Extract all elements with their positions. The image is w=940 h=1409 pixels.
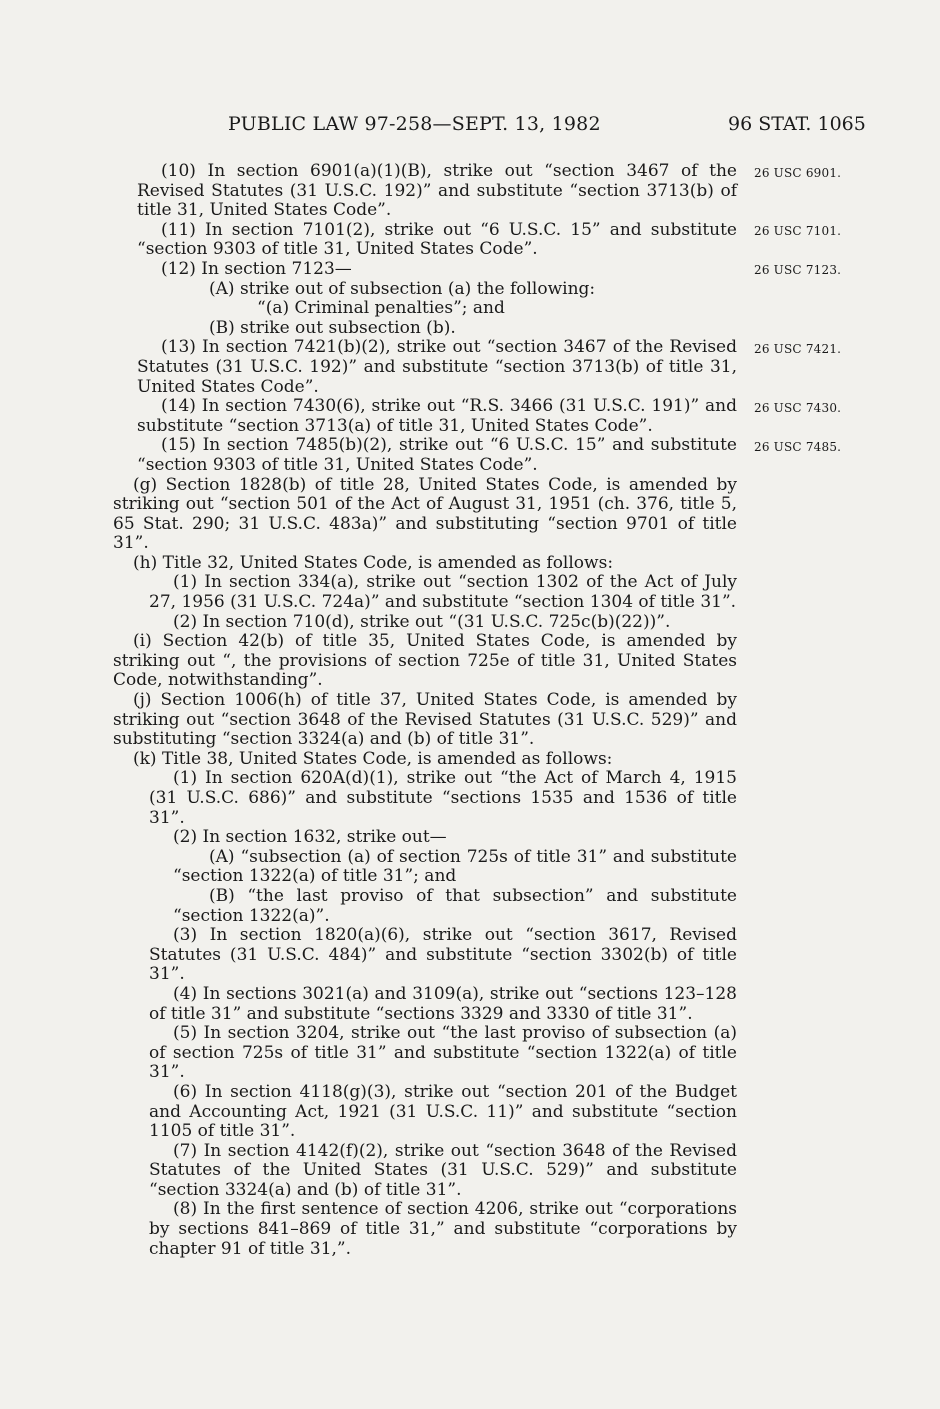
paragraph-12-A: (A) strike out of subsection (a) the following:: [209, 278, 596, 299]
paragraph-k-4: (4) In sections 3021(a) and 3109(a), strike out “sections 123–128 of title 31” and substitute “sections 3329 and 3330 of title 31”.: [149, 983, 737, 1024]
margin-note-7485: 26 USC 7485.: [754, 440, 842, 454]
paragraph-11: (11) In section 7101(2), strike out “6 U.S.C. 15” and substitute “section 9303 of title 31, United States Code”.: [137, 219, 737, 260]
paragraph-k-6: (6) In section 4118(g)(3), strike out “section 201 of the Budget and Accounting Act, 1921 (31 U.S.C. 11)” and substitute “section 1105 of title 31”.: [149, 1081, 737, 1142]
margin-note-7421: 26 USC 7421.: [754, 342, 842, 356]
paragraph-h: (h) Title 32, United States Code, is amended as follows:: [133, 552, 614, 573]
paragraph-12-quote: “(a) Criminal penalties”; and: [257, 298, 505, 319]
margin-note-7430: 26 USC 7430.: [754, 401, 842, 415]
paragraph-13: (13) In section 7421(b)(2), strike out “section 3467 of the Revised Statutes (31 U.S.C. 192)” and substitute “section 3713(b) of title 31, United States Code”.: [137, 337, 737, 397]
paragraph-10: (10) In section 6901(a)(1)(B), strike out “section 3467 of the Revised Statutes (31 U.S.C. 192)” and substitute “section 3713(b) of title 31, United States Code”.: [137, 161, 737, 221]
paragraph-j: (j) Section 1006(h) of title 37, United States Code, is amended by striking out “section 3648 of the Revised Statutes (31 U.S.C. 529)” and substituting “section 3324(a) and (b) of title 31”.: [113, 690, 737, 750]
paragraph-15: (15) In section 7485(b)(2), strike out “6 U.S.C. 15” and substitute “section 9303 of title 31, United States Code”.: [137, 435, 737, 475]
paragraph-k-5: (5) In section 3204, strike out “the last proviso of subsection (a) of section 725s of title 31” and substitute “section 1322(a) of title 31”.: [149, 1023, 737, 1083]
paragraph-k-3: (3) In section 1820(a)(6), strike out “section 3617, Revised Statutes (31 U.S.C. 484)” and substitute “section 3302(b) of title 31”.: [149, 925, 737, 985]
paragraph-g: (g) Section 1828(b) of title 28, United States Code, is amended by striking out “section 501 of the Act of August 31, 1951 (ch. 376, title 5, 65 Stat. 290; 31 U.S.C. 483a)” and substituting “section 9701 of title 31”.: [113, 474, 737, 554]
margin-note-7101: 26 USC 7101.: [754, 224, 842, 238]
paragraph-k: (k) Title 38, United States Code, is amended as follows:: [133, 748, 613, 769]
margin-note-7123: 26 USC 7123.: [754, 263, 842, 277]
header-stat: 96 STAT. 1065: [728, 113, 866, 135]
paragraph-k-7: (7) In section 4142(f)(2), strike out “section 3648 of the Revised Statutes of the United States (31 U.S.C. 529)” and substitute “section 3324(a) and (b) of title 31”.: [149, 1140, 737, 1200]
paragraph-h-2: (2) In section 710(d), strike out “(31 U.S.C. 725c(b)(22))”.: [173, 611, 671, 632]
header-title: PUBLIC LAW 97-258—SEPT. 13, 1982: [228, 113, 601, 135]
paragraph-12-B: (B) strike out subsection (b).: [209, 317, 456, 338]
paragraph-k-2-A: (A) “subsection (a) of section 725s of title 31” and substitute “section 1322(a) of title 31”; and: [173, 846, 737, 887]
document-body: [113, 162, 737, 1259]
paragraph-i: (i) Section 42(b) of title 35, United States Code, is amended by striking out “, the provisions of section 725e of title 31, United States Code, notwithstanding”.: [113, 631, 737, 691]
paragraph-k-1: (1) In section 620A(d)(1), strike out “the Act of March 4, 1915 (31 U.S.C. 686)” and substitute “sections 1535 and 1536 of title 31”.: [149, 768, 737, 828]
margin-note-6901: 26 USC 6901.: [754, 166, 842, 180]
paragraph-h-1: (1) In section 334(a), strike out “section 1302 of the Act of July 27, 1956 (31 U.S.C. 724a)” and substitute “section 1304 of title 31”.: [149, 572, 737, 613]
paragraph-k-8: (8) In the first sentence of section 4206, strike out “corporations by sections 841–869 of title 31,” and substitute “corporations by chapter 91 of title 31,”.: [149, 1199, 737, 1259]
paragraph-12: (12) In section 7123—: [161, 258, 352, 279]
paragraph-k-2-B: (B) “the last proviso of that subsection” and substitute “section 1322(a)”.: [173, 885, 737, 926]
page-header: [0, 113, 940, 143]
paragraph-14: (14) In section 7430(6), strike out “R.S. 3466 (31 U.S.C. 191)” and substitute “section 3713(a) of title 31, United States Code”.: [137, 396, 737, 436]
paragraph-k-2: (2) In section 1632, strike out—: [173, 827, 447, 848]
